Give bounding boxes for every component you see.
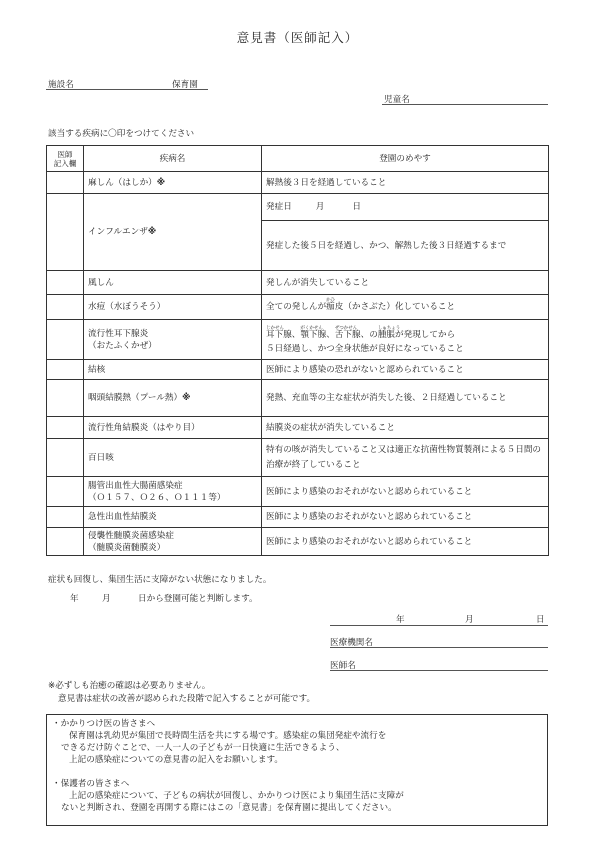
criteria-text: 結膜炎の症状が消失していること (262, 417, 549, 439)
date-month-label: 月 (465, 615, 474, 625)
doctor-mark-cell[interactable] (47, 507, 84, 528)
clinic-label: 医療機関名 (330, 638, 373, 648)
doctor-label: 医師名 (330, 661, 356, 671)
doctor-mark-cell[interactable] (47, 528, 84, 556)
disease-name: 麻しん（はしか）※ (84, 172, 262, 194)
criteria-text: 発しんが消失していること (262, 271, 549, 295)
asterisk-mark: ※ (156, 177, 166, 188)
notice-paragraph: 上記の感染症についての意見書の記入をお願いします。 (69, 755, 283, 765)
return-year-label: 年 (70, 594, 79, 604)
notice-box (46, 714, 548, 826)
criteria-text: 解熱後３日を経過していること (262, 172, 549, 194)
notice-paragraph: 保育園は乳幼児が集団で長時間生活を共にする場です。感染症の集団発症や流行を (69, 731, 387, 741)
notice-paragraph: 上記の感染症について、子どもの病状が回復し、かかりつけ医により集団生活に支障が (69, 791, 404, 801)
disease-name: 流行性耳下腺炎 （おたふくかぜ） (84, 320, 262, 360)
criteria-text: 医師により感染の恐れがないと認められていること (262, 360, 549, 380)
clinic-input-line[interactable] (330, 647, 548, 648)
table-row (47, 295, 549, 320)
criteria-text: 全ての発しんが かひ 痂皮（かさぶた）化していること (262, 295, 549, 320)
disease-column-header: 疾病名 (84, 146, 262, 172)
notice-paragraph: できるだけ防ぐことで、一人一人の子どもが一日快適に生活できるよう、 (61, 743, 345, 753)
doctor-mark-cell[interactable] (47, 172, 84, 194)
page-title: 意見書（医師記入） (236, 30, 359, 45)
date-input-line[interactable] (330, 625, 548, 626)
date-year-label: 年 (396, 615, 405, 625)
asterisk-mark: ※ (182, 393, 191, 403)
disease-name: 百日咳 (84, 439, 262, 477)
doctor-input-line[interactable] (330, 670, 548, 671)
date-day-label: 日 (536, 615, 545, 625)
criteria-text: 医師により感染のおそれがないと認められていること (262, 528, 549, 556)
child-label: 児童名 (384, 95, 410, 105)
disease-name: 腸管出血性大腸菌感染症 （Ｏ１５７、Ｏ２６、Ｏ１１１等） (84, 477, 262, 507)
facility-suffix: 保育園 (172, 80, 198, 90)
table-row (47, 172, 549, 194)
doctor-mark-cell[interactable] (47, 194, 84, 271)
disease-table (46, 145, 549, 556)
doctor-mark-cell[interactable] (47, 271, 84, 295)
criteria-text: じかせん 耳下腺、 がくかせん 顎下腺、 ぜつかせん 舌下腺、の しゅちょう 腫脹が発現してから ５日経過し、かつ全身状態が良好になっていること (262, 320, 549, 360)
table-row (47, 320, 549, 360)
facility-input-line[interactable] (46, 89, 208, 90)
doctor-mark-cell[interactable] (47, 320, 84, 360)
doctor-mark-cell[interactable] (47, 417, 84, 439)
table-row (47, 380, 549, 417)
disease-name: 咽頭結膜熱（プール熱）※ (84, 380, 262, 417)
disease-name: 風しん (84, 271, 262, 295)
note-line-2: 意見書は症状の改善が認められた段階で記入することが可能です。 (58, 694, 316, 704)
doctor-mark-cell[interactable] (47, 439, 84, 477)
table-row (47, 360, 549, 380)
child-name-input-line[interactable] (382, 104, 548, 105)
disease-name: インフルエンザ※ (84, 194, 262, 271)
disease-name: 流行性角結膜炎（はやり目） (84, 417, 262, 439)
note-line-1: ※必ずしも治癒の確認は必要ありません。 (48, 681, 211, 691)
doctor-mark-cell[interactable] (47, 360, 84, 380)
facility-label: 施設名 (48, 80, 74, 90)
disease-name: 結核 (84, 360, 262, 380)
onset-date-cell[interactable]: 発症日 月 日 (262, 194, 549, 221)
table-row (47, 439, 549, 477)
asterisk-mark: ※ (147, 227, 157, 237)
criteria-text: 発熱、充血等の主な症状が消失した後、２日経過していること (262, 380, 549, 417)
return-month-label: 月 (102, 594, 111, 604)
criteria-text: 発症した後５日を経過し、かつ、解熱した後３日経過するまで (262, 221, 549, 271)
recovery-statement: 症状も回復し、集団生活に支障がない状態になりました。 (48, 575, 272, 585)
table-row (47, 528, 549, 556)
doctor-mark-cell[interactable] (47, 295, 84, 320)
instruction-text: 該当する疾病に〇印をつけてください (48, 129, 195, 139)
table-header-row (47, 146, 549, 172)
disease-name: 水痘（水ぼうそう） (84, 295, 262, 320)
criteria-text: 医師により感染のおそれがないと認められていること (262, 507, 549, 528)
criteria-text: 特有の咳が消失していること又は適正な抗菌性物質製剤による５日間の治療が終了していること (262, 439, 549, 477)
criteria-text: 医師により感染のおそれがないと認められていること (262, 477, 549, 507)
notice-paragraph: ないと判断され、登園を再開する際にはこの「意見書」を保育園に提出してください。 (61, 803, 397, 813)
disease-name: 急性出血性結膜炎 (84, 507, 262, 528)
table-row (47, 477, 549, 507)
doctor-mark-cell[interactable] (47, 477, 84, 507)
notice-heading-guardians: ・保護者の皆さまへ (52, 779, 130, 789)
return-day-statement: 日から登園可能と判断します。 (138, 594, 258, 604)
disease-name: 侵襲性髄膜炎菌感染症 （髄膜炎菌髄膜炎） (84, 528, 262, 556)
notice-heading-doctors: ・かかりつけ医の皆さまへ (52, 719, 156, 729)
table-row (47, 417, 549, 439)
table-row (47, 507, 549, 528)
table-row (47, 194, 549, 221)
doctor-mark-cell[interactable] (47, 380, 84, 417)
criteria-column-header: 登園のめやす (262, 146, 549, 172)
doctor-column-header: 医師 記入欄 (47, 146, 84, 172)
table-row (47, 271, 549, 295)
